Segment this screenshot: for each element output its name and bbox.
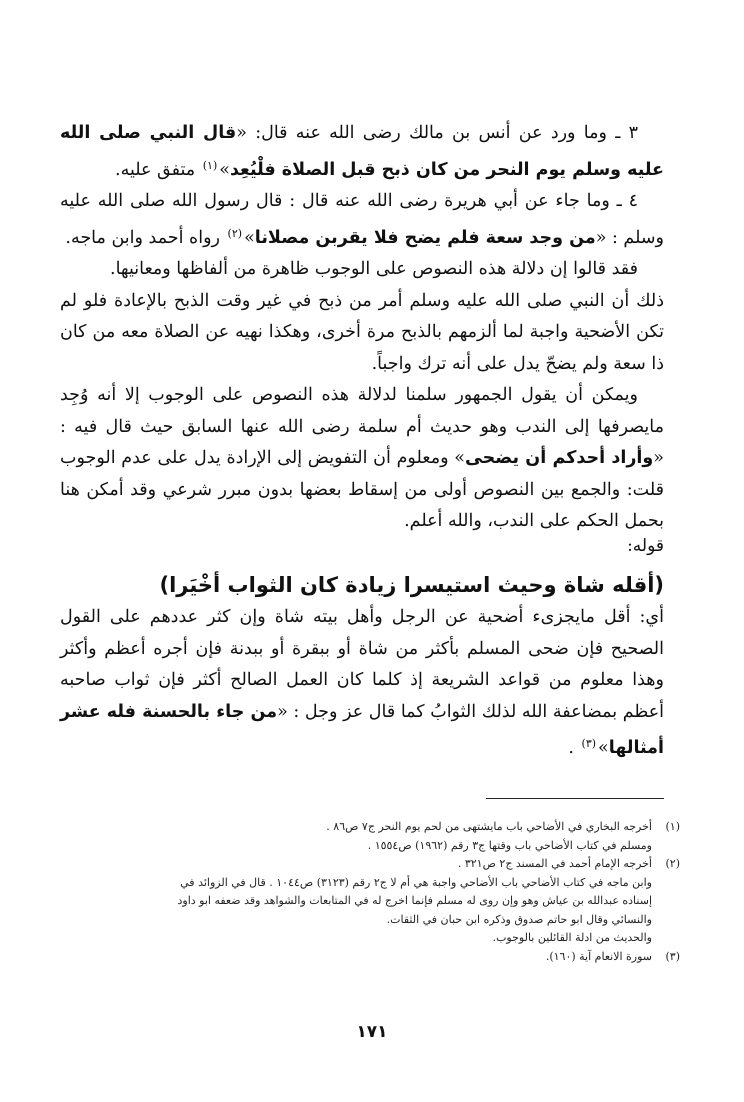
paragraph-conclusion: فقد قالوا إن دلالة هذه النصوص على الوجوب ظاهرة من ألفاظها ومعانيها.	[110, 259, 638, 279]
footnote-2-line-4: والنسائي وقال ابو حاتم صدوق وذكره ابن حبان في الثقات.	[386, 912, 652, 926]
poem-verse-heading: (أقله شاة وحيث استيسرا زيادة كان الثواب أخْيَرا)	[159, 573, 664, 597]
footnote-2-line-5: والحديث من ادلة القائلين بالوجوب.	[492, 931, 652, 944]
footnote-2-number: (٢)	[665, 857, 680, 870]
footnote-2-line-3: إسناده عبدالله بن عياش وهو وإن روى له مسلم فإنما اخرج له في المتابعات والشواهد وقد ضعفه ابو داود	[177, 894, 652, 907]
paragraph-hadith-4: ٤ ـ وما جاء عن أبي هريرة رضى الله عنه قال : قال رسول الله صلى الله عليه وسلم : «من وجد سعة فلم يضح فلا يقربن مصلانا»$^{(٢)}$ رواه أحمد وابن ماجه.	[60, 191, 664, 248]
poem-intro-label: قوله:	[627, 536, 664, 556]
footnote-ref-1: (١)	[202, 158, 218, 172]
footnote-separator	[486, 798, 664, 799]
footnote-2: (٢)أخرجه الإمام أحمد في المسند ج٢ ص٣٢١ .	[60, 855, 680, 874]
main-text-lower	[60, 602, 664, 765]
footnote-2-line-2: وابن ماجه في كتاب الأضاحي باب الأضاحي واجبة هي أم لا ج٢ رقم (٣١٢٣) ص١٠٤٤ . قال في الزوائد في	[180, 875, 652, 889]
footnote-1: (١)أخرجه البخاري في الأضاحي باب مايشتهى من لحم يوم النحر ج٧ ص٨٦ .	[60, 818, 680, 837]
hadith-umm-salama-quote: وأراد أحدكم أن يضحى	[464, 448, 654, 468]
page-number: ١٧١	[356, 1022, 388, 1042]
paragraph-explanation: ذلك أن النبي صلى الله عليه وسلم أمر من ذبح في غير وقت الذبح بالإعادة فلو لم تكن الأضحية واجبة لما ألزمهم بالذبح مرة أخرى، وهكذا نهيه عن الصلاة معه من كان ذا سعة ولم يضحّ يدل على أنه ترك واجباً.	[60, 290, 664, 374]
footnote-1-number: (١)	[665, 820, 680, 833]
paragraph-majority-view: ويمكن أن يقول الجمهور سلمنا لدلالة هذه النصوص على الوجوب إلا أنه وُجِد مايصرفها إلى الندب وهو حديث أم سلمة رضى الله عنها السابق حيث قال فيه : «وأراد أحدكم أن يضحى» ومعلوم أن التفويض إلى الإرادة يدل على عدم الوجوب قلت: والجمع بين النصوص أولى من إسقاط بعضها بدون مبرر شرعي وقد أمكن هنا بحمل الحكم على الندب، والله أعلم.	[60, 385, 664, 531]
footnotes	[60, 818, 680, 966]
quran-verse-quote: من جاء بالحسنة فله عشر أمثالها	[60, 701, 664, 758]
paragraph-hadith-3: ٣ ـ وما ورد عن أنس بن مالك رضى الله عنه قال: «قال النبي صلى الله عليه وسلم يوم النحر من كان ذبح قبل الصلاة فلْيُعِد»$^{(١)}$ متفق عليه.	[60, 123, 664, 180]
footnote-ref-3: (٣)	[581, 737, 597, 750]
footnote-ref-2: (٢)	[227, 226, 243, 240]
paragraph-commentary: أي: أقل مايجزىء أضحية عن الرجل وأهل بيته شاة وإن كثر عددهم على القول الصحيح فإن ضحى المسلم بأكثر من شاة أو ببقرة أو ببدنة فإن أجره أعظم وأكثر وهذا معلوم من قواعد الشريعة إذ كلما كان العمل الصالح أكثر فإن ثواب صاحبه أعظم بمضاعفة الله لذلك الثوابُ كما قال عز وجل : «من جاء بالحسنة فله عشر أمثالها»$^{(٣)}$ .	[60, 607, 664, 758]
footnote-3-number: (٣)	[665, 949, 680, 963]
main-text-upper	[60, 118, 664, 538]
footnote-3: (٣)سورة الانعام آية (١٦٠).	[60, 948, 680, 967]
footnote-1-line-2: ومسلم في كتاب الأضاحي باب وقتها ج٣ رقم (١٩٦٢) ص١٥٥٤ .	[367, 838, 652, 852]
hadith-4-quote: من وجد سعة فلم يضح فلا يقربن مصلانا	[254, 227, 596, 248]
hadith-3-quote: قال النبي صلى الله عليه وسلم يوم النحر من كان ذبح قبل الصلاة فلْيُعِد	[60, 123, 664, 180]
